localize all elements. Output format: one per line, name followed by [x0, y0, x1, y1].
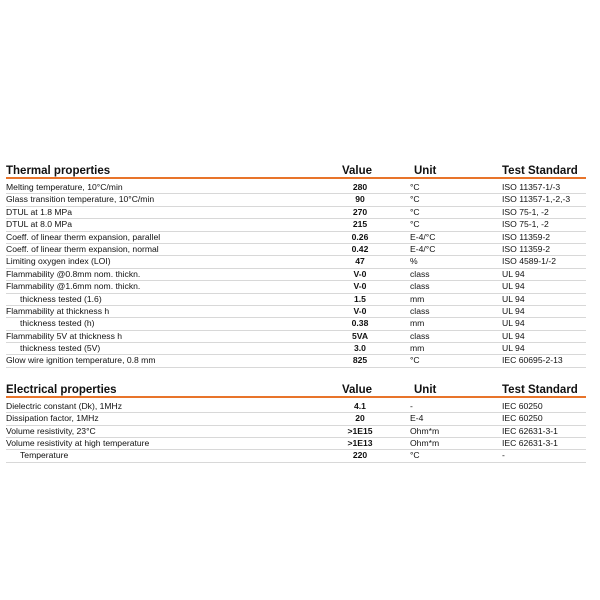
thermal-section	[6, 159, 586, 368]
value-cell: 0.26	[351, 231, 369, 242]
table-row	[6, 269, 586, 281]
electrical-rows	[6, 398, 586, 463]
standard-cell: ISO 75-1, -2	[502, 206, 549, 217]
table-row	[6, 438, 586, 450]
standard-cell: IEC 60250	[502, 413, 543, 424]
unit-cell: °C	[410, 450, 420, 461]
table-row	[6, 281, 586, 293]
value-cell: V-0	[353, 268, 367, 279]
value-cell: 4.1	[354, 400, 366, 411]
table-row	[6, 331, 586, 343]
standard-cell: UL 94	[502, 330, 525, 341]
properties-sheet	[6, 159, 586, 467]
standard-cell: IEC 62631-3-1	[502, 438, 558, 449]
property-cell: Flammability 5V at thickness h	[6, 330, 123, 341]
value-cell: V-0	[353, 305, 367, 316]
property-cell: Dielectric constant (Dk), 1MHz	[6, 400, 123, 411]
standard-cell: UL 94	[502, 305, 525, 316]
standard-cell: ISO 11359-2	[502, 231, 551, 242]
property-cell: Coeff. of linear therm expansion, parallel	[6, 231, 161, 242]
value-cell: 20	[355, 413, 365, 424]
property-cell: Volume resistivity, 23°C	[6, 425, 96, 436]
unit-cell: E-4/°C	[410, 243, 436, 254]
value-cell: 270	[352, 206, 368, 217]
unit-cell: %	[410, 256, 418, 267]
table-row	[6, 318, 586, 330]
unit-cell: class	[410, 281, 430, 292]
standard-cell: -	[502, 450, 505, 461]
value-cell: >1E15	[347, 425, 373, 436]
value-cell: 220	[352, 450, 368, 461]
standard-cell: IEC 60250	[502, 400, 543, 411]
unit-cell: class	[410, 305, 430, 316]
electrical-section	[6, 378, 586, 463]
table-row	[6, 219, 586, 231]
unit-cell: mm	[410, 343, 425, 354]
section-title: Thermal properties	[6, 165, 111, 177]
standard-cell: UL 94	[502, 268, 525, 279]
property-cell: Flammability @0.8mm nom. thickn.	[6, 268, 141, 279]
property-cell: DTUL at 8.0 MPa	[6, 219, 73, 230]
thermal-header-row	[6, 159, 586, 179]
value-cell: >1E13	[347, 438, 373, 449]
value-cell: 1.5	[354, 293, 366, 304]
table-row	[6, 426, 586, 438]
property-cell: Limiting oxygen index (LOI)	[6, 256, 111, 267]
property-cell: Glass transition temperature, 10°C/min	[6, 194, 155, 205]
property-cell: Volume resistivity at high temperature	[6, 438, 150, 449]
property-cell: thickness tested (1.6)	[20, 293, 102, 304]
standard-column-header: Test Standard	[502, 165, 578, 177]
standard-cell: ISO 11359-2	[502, 243, 551, 254]
unit-cell: °C	[410, 194, 420, 205]
unit-cell: E-4	[410, 413, 424, 424]
table-row	[6, 306, 586, 318]
property-cell: Flammability @1.6mm nom. thickn.	[6, 281, 141, 292]
standard-cell: ISO 75-1, -2	[502, 219, 549, 230]
value-cell: 825	[352, 355, 368, 366]
unit-cell: mm	[410, 293, 425, 304]
value-cell: 90	[355, 194, 365, 205]
standard-cell: ISO 4589-1/-2	[502, 256, 556, 267]
value-cell: 5VA	[351, 330, 369, 341]
table-row	[6, 413, 586, 425]
standard-cell: UL 94	[502, 318, 525, 329]
property-cell: thickness tested (5V)	[20, 343, 101, 354]
table-row	[6, 244, 586, 256]
table-row	[6, 182, 586, 194]
unit-cell: Ohm*m	[410, 425, 440, 436]
property-cell: thickness tested (h)	[20, 318, 95, 329]
table-row	[6, 355, 586, 367]
table-row	[6, 401, 586, 413]
unit-cell: °C	[410, 206, 420, 217]
unit-cell: class	[410, 330, 430, 341]
table-row	[6, 256, 586, 268]
property-cell: DTUL at 1.8 MPa	[6, 206, 73, 217]
table-row	[6, 294, 586, 306]
unit-column-header: Unit	[414, 383, 437, 396]
value-cell: 0.42	[351, 243, 369, 254]
property-cell: Melting temperature, 10°C/min	[6, 182, 123, 192]
table-row	[6, 450, 586, 462]
unit-cell: °C	[410, 355, 420, 366]
value-column-header: Value	[342, 383, 373, 396]
section-title: Electrical properties	[6, 383, 117, 396]
standard-cell: ISO 11357-1/-3	[502, 182, 561, 192]
value-cell: 215	[352, 219, 368, 230]
value-cell: 0.38	[351, 318, 369, 329]
electrical-header-row	[6, 378, 586, 398]
standard-cell: UL 94	[502, 343, 525, 354]
property-cell: Glow wire ignition temperature, 0.8 mm	[6, 355, 156, 366]
unit-cell: -	[410, 400, 413, 411]
value-column-header: Value	[342, 165, 373, 177]
unit-cell: Ohm*m	[410, 438, 440, 449]
standard-cell: UL 94	[502, 281, 525, 292]
standard-cell: IEC 60695-2-13	[502, 355, 563, 366]
standard-cell: ISO 11357-1,-2,-3	[502, 194, 571, 205]
unit-cell: class	[410, 268, 430, 279]
unit-cell: E-4/°C	[410, 231, 436, 242]
property-cell: Temperature	[20, 450, 69, 461]
property-cell: Flammability at thickness h	[6, 305, 110, 316]
unit-cell: °C	[410, 182, 420, 192]
standard-cell: UL 94	[502, 293, 525, 304]
property-cell: Dissipation factor, 1MHz	[6, 413, 99, 424]
unit-column-header: Unit	[414, 165, 437, 177]
standard-column-header: Test Standard	[502, 383, 578, 396]
value-cell: 47	[355, 256, 365, 267]
value-cell: V-0	[353, 281, 367, 292]
unit-cell: mm	[410, 318, 425, 329]
table-row	[6, 207, 586, 219]
value-cell: 3.0	[354, 343, 366, 354]
property-cell: Coeff. of linear therm expansion, normal	[6, 243, 159, 254]
table-row	[6, 232, 586, 244]
value-cell: 280	[352, 182, 368, 192]
unit-cell: °C	[410, 219, 420, 230]
thermal-rows	[6, 179, 586, 368]
table-row	[6, 343, 586, 355]
table-row	[6, 194, 586, 206]
standard-cell: IEC 62631-3-1	[502, 425, 558, 436]
